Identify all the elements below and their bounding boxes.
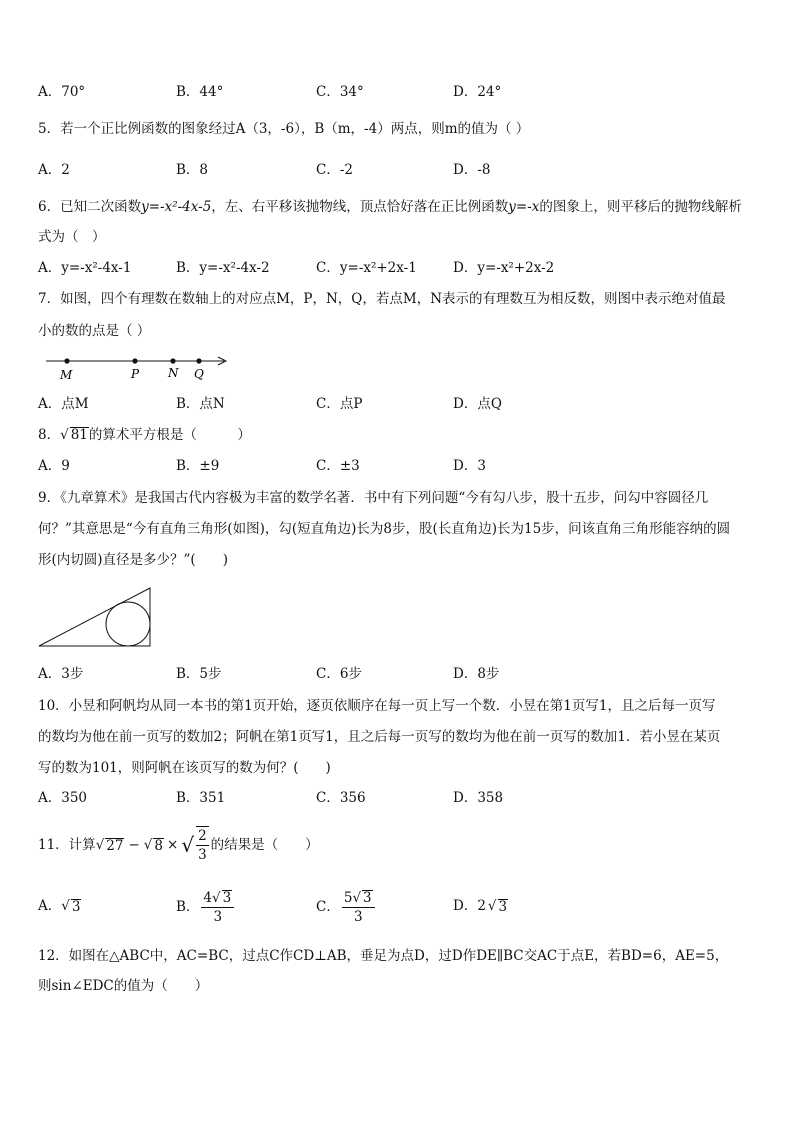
q7-option-c: C．点P bbox=[316, 396, 363, 412]
q5-option-a: A．2 bbox=[38, 162, 70, 178]
q11-minus: − bbox=[128, 837, 140, 853]
q9-stem-line1: 9．《九章算术》是我国古代内容极为丰富的数学名著．书中有下列问题“今有勾八步，股十五步，问勾中容圆径几 bbox=[38, 490, 709, 506]
q10-option-c: C．356 bbox=[316, 790, 366, 806]
q8-radicand: 81 bbox=[70, 427, 88, 443]
q11-option-radicand: 3 bbox=[498, 898, 508, 915]
q11-option-label: B． bbox=[176, 899, 200, 915]
q11-stem-text: 的结果是（ ） bbox=[210, 837, 319, 853]
q11-option-coef: 5 bbox=[343, 889, 353, 906]
q11-option-radicand: 3 bbox=[71, 898, 81, 915]
q11-option-d: D． 2 √ 3 bbox=[453, 898, 508, 915]
q10-option-d: D．358 bbox=[453, 790, 504, 806]
q9-option-c: C．6步 bbox=[316, 666, 362, 682]
q8-stem-text: 的算术平方根是（ ） bbox=[88, 427, 251, 443]
point-n bbox=[170, 358, 175, 363]
q6-option-c: C．y=-x²+2x-1 bbox=[316, 260, 417, 276]
q7-option-a: A．点M bbox=[38, 396, 89, 412]
q11-option-fraction: $\frac{5√ 3}{3}$ bbox=[342, 889, 375, 926]
q9-stem-line3: 形(内切圆)直径是多少？”( ) bbox=[38, 552, 228, 568]
q8-number: 8． bbox=[38, 427, 61, 443]
q9-option-a: A．3步 bbox=[38, 666, 84, 682]
q6-equation: y=-x²-4x-5 bbox=[141, 199, 212, 215]
q11-option-label: A． bbox=[38, 898, 62, 914]
triangle-incircle-figure bbox=[36, 585, 156, 649]
q6-option-b: B．y=-x²-4x-2 bbox=[176, 260, 270, 276]
q5-option-c: C．-2 bbox=[316, 162, 353, 178]
q8-option-d: D．3 bbox=[453, 458, 486, 474]
q6-stem-text: 的图象上，则平移后的抛物线解析 bbox=[539, 199, 742, 215]
right-triangle bbox=[39, 588, 150, 646]
q7-stem-line1: 7．如图，四个有理数在数轴上的对应点M，P，N，Q，若点M，N表示的有理数互为相反数，则图中表示绝对值最 bbox=[38, 291, 726, 307]
q8-option-c: C．±3 bbox=[316, 458, 360, 474]
label-p: P bbox=[131, 367, 140, 381]
q11-option-radicand: 3 bbox=[363, 889, 372, 906]
q12-stem-line1: 12．如图在△ABC中，AC=BC，过点C作CD⊥AB，垂足为点D，过D作DE∥BC交AC于点E，若BD=6，AE=5， bbox=[38, 948, 729, 964]
q11-option-radicand: 3 bbox=[222, 889, 232, 906]
q5-option-b: B．8 bbox=[176, 162, 209, 178]
q12-stem-line2: 则sin∠EDC的值为（ ） bbox=[38, 978, 209, 994]
q11-fraction bbox=[196, 826, 209, 864]
q10-stem-line3: 写的数为101，则阿帆在该页写的数为何？( ) bbox=[38, 760, 331, 776]
point-m bbox=[64, 358, 69, 363]
q11-stem: 11．计算 √ 27 − √ 8 × √ $\frac{2}{3}$ 的结果是（ ） bbox=[38, 828, 319, 863]
q11-option-den: 3 bbox=[353, 908, 363, 925]
q6-stem-line2: 式为（ ） bbox=[38, 229, 106, 245]
point-q bbox=[196, 358, 201, 363]
incircle bbox=[106, 602, 150, 646]
q5-stem: 5．若一个正比例函数的图象经过A（3，-6），B（m，-4）两点，则m的值为（ ） bbox=[38, 121, 530, 137]
q11-option-coef: 4 bbox=[203, 889, 213, 906]
q6-stem-line1 bbox=[38, 198, 742, 216]
q8-option-a: A．9 bbox=[38, 458, 70, 474]
q11-times: × bbox=[167, 837, 179, 853]
q9-option-b: B．5步 bbox=[176, 666, 222, 682]
q4-option-c: C．34° bbox=[316, 84, 364, 100]
label-m: M bbox=[60, 368, 73, 382]
q11-option-c bbox=[316, 887, 377, 927]
q4-option-a: A．70° bbox=[38, 84, 86, 100]
q11-fraction-den: 3 bbox=[198, 847, 207, 863]
q4-option-d: D．24° bbox=[453, 84, 502, 100]
q9-stem-line2: 何？”其意思是“今有直角三角形(如图)，勾(短直角边)长为8步，股(长直角边)长为15步，问该直角三角形能容纳的圆 bbox=[38, 521, 731, 537]
q11-option-label: D． bbox=[453, 898, 478, 914]
q11-radicand-1: 27 bbox=[106, 837, 124, 854]
point-p bbox=[132, 358, 137, 363]
q11-fraction-num: 2 bbox=[198, 828, 207, 844]
q6-option-d: D．y=-x²+2x-2 bbox=[453, 260, 555, 276]
q11-option-den: 3 bbox=[213, 908, 223, 925]
q10-stem-line1: 10．小昱和阿帆均从同一本书的第1页开始，逐页依顺序在每一页上写一个数．小昱在第1页写1，且之后每一页写 bbox=[38, 698, 716, 714]
q11-option-fraction: $\frac{4√ 3}{3}$ bbox=[201, 889, 234, 926]
number-line-figure bbox=[38, 352, 238, 384]
q7-option-d: D．点Q bbox=[453, 396, 502, 412]
q11-number: 11．计算 bbox=[38, 837, 96, 853]
q7-stem-line2: 小的数的点是（ ） bbox=[38, 323, 151, 339]
q10-stem-line2: 的数均为他在前一页写的数加2；阿帆在第1页写1，且之后每一页写的数均为他在前一页写的数加1．若小昱在某页 bbox=[38, 729, 721, 745]
q8-stem: 8．√ 81的算术平方根是（ ） bbox=[38, 427, 251, 443]
q10-option-b: B．351 bbox=[176, 790, 226, 806]
label-n: N bbox=[168, 366, 179, 380]
q6-equation: y=-x bbox=[508, 199, 540, 215]
q6-stem-text: 6．已知二次函数 bbox=[38, 199, 142, 215]
q6-stem-text: ，左、右平移该抛物线，顶点恰好落在正比例函数 bbox=[211, 199, 509, 215]
q11-option-coef: 2 bbox=[477, 898, 486, 914]
q8-option-b: B．±9 bbox=[176, 458, 220, 474]
q10-option-a: A．350 bbox=[38, 790, 88, 806]
q6-option-a: A．y=-x²-4x-1 bbox=[38, 260, 132, 276]
q9-option-d: D．8步 bbox=[453, 666, 500, 682]
q11-option-label: C． bbox=[316, 899, 340, 915]
q4-option-b: B．44° bbox=[176, 84, 224, 100]
q11-option-a: A． √ 3 bbox=[38, 898, 81, 915]
q5-option-d: D．-8 bbox=[453, 162, 491, 178]
label-q: Q bbox=[194, 367, 204, 381]
q11-radicand-2: 8 bbox=[154, 837, 163, 854]
q11-option-b bbox=[176, 887, 236, 927]
q7-option-b: B．点N bbox=[176, 396, 225, 412]
